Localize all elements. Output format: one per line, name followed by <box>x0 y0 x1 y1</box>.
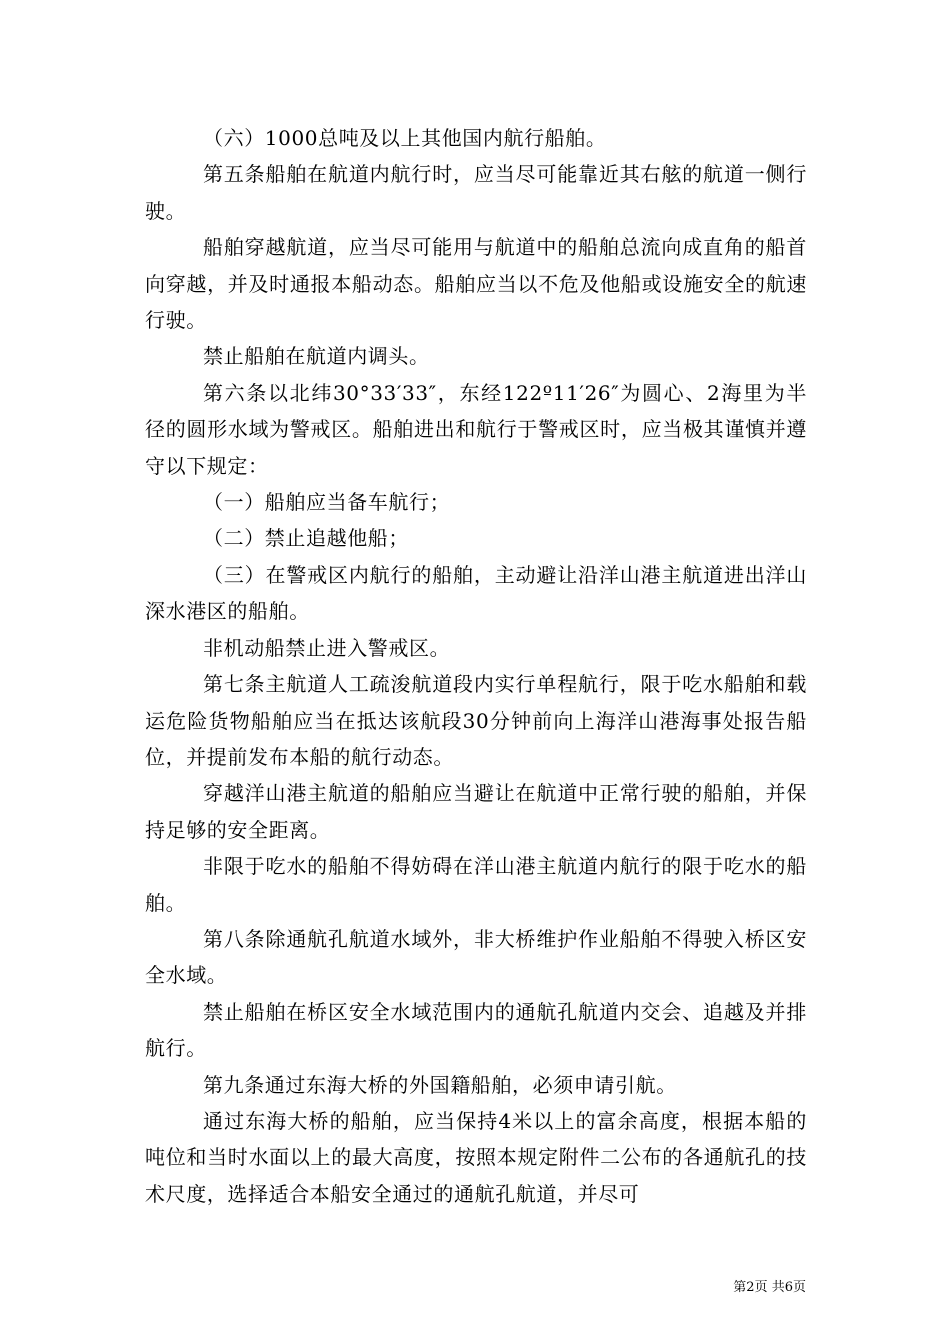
paragraph-13: 第八条除通航孔航道水域外，非大桥维护作业船舶不得驶入桥区安全水域。 <box>145 926 807 988</box>
page-footer <box>733 1280 806 1296</box>
footer-total-pages: 6 <box>784 1280 793 1295</box>
paragraph-10: 第七条主航道人工疏浚航道段内实行单程航行，限于吃水船舶和载运危险货物船舶应当在抵达该航段30分钟前向上海洋山港海事处报告船位，并提前发布本船的航行动态。 <box>145 672 807 769</box>
paragraph-3: 船舶穿越航道，应当尽可能用与航道中的船舶总流向成直角的船首向穿越，并及时通报本船动态。船舶应当以不危及他船或设施安全的航速行驶。 <box>145 235 807 333</box>
document-body <box>145 120 807 1212</box>
paragraph-2: 第五条船舶在航道内航行时，应当尽可能靠近其右舷的航道一侧行驶。 <box>145 162 807 223</box>
paragraph-12: 非限于吃水的船舶不得妨碍在洋山港主航道内航行的限于吃水的船舶。 <box>145 854 807 915</box>
footer-current-page: 2 <box>746 1280 755 1295</box>
paragraph-7: （二）禁止追越他船； <box>203 526 409 551</box>
paragraph-4: 禁止船舶在航道内调头。 <box>203 344 430 369</box>
paragraph-15: 第九条通过东海大桥的外国籍船舶，必须申请引航。 <box>203 1072 677 1097</box>
footer-middle: 页 共 <box>754 1280 785 1295</box>
footer-prefix: 第 <box>733 1280 747 1295</box>
paragraph-6: （一）船舶应当备车航行； <box>203 490 451 515</box>
paragraph-14: 禁止船舶在桥区安全水域范围内的通航孔航道内交会、追越及并排航行。 <box>145 999 807 1061</box>
footer-suffix: 页 <box>792 1280 806 1295</box>
paragraph-5: 第六条以北纬30°33′33″，东经122º11′26″为圆心、2海里为半径的圆形水域为警戒区。船舶进出和航行于警戒区时，应当极其谨慎并遵守以下规定： <box>145 380 807 478</box>
paragraph-16: 通过东海大桥的船舶，应当保持4米以上的富余高度，根据本船的吨位和当时水面以上的最大高度，按照本规定附件二公布的各通航孔的技术尺度，选择适合本船安全通过的通航孔航道，并尽可 <box>145 1108 807 1206</box>
paragraph-8: （三）在警戒区内航行的船舶，主动避让沿洋山港主航道进出洋山深水港区的船舶。 <box>145 562 807 624</box>
paragraph-9: 非机动船禁止进入警戒区。 <box>203 635 451 660</box>
paragraph-11: 穿越洋山港主航道的船舶应当避让在航道中正常行驶的船舶，并保持足够的安全距离。 <box>145 781 807 842</box>
paragraph-1: （六）1000总吨及以上其他国内航行船舶。 <box>203 126 607 150</box>
